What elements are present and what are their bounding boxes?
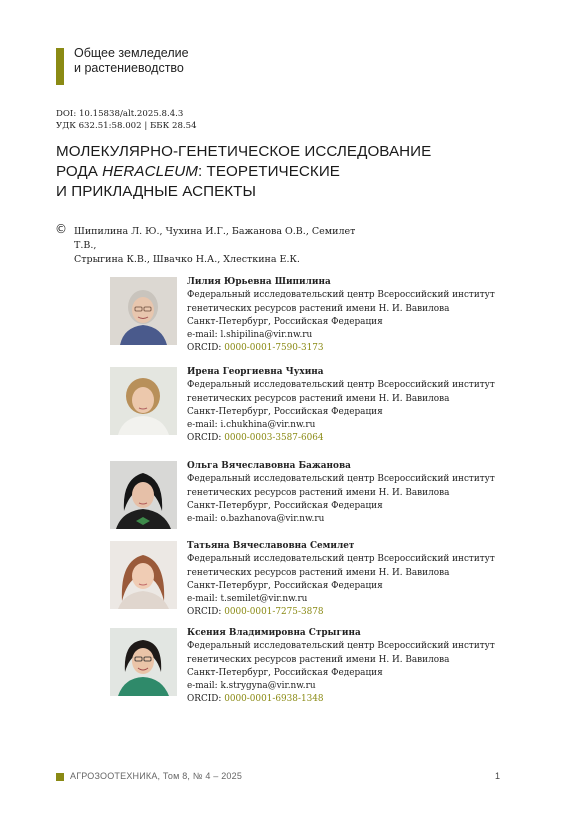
doi-link[interactable]: DOI: 10.15838/alt.2025.8.4.3	[56, 109, 184, 119]
author-photo	[110, 367, 177, 435]
author-name: Лилия Юрьевна Шипилина	[187, 277, 331, 287]
author-affiliation-line-2: генетических ресурсов растений имени Н. И. Вавилова	[187, 654, 450, 665]
orcid-label: ORCID:	[187, 433, 225, 444]
author-orcid	[187, 432, 495, 445]
author-affiliation-line-1: Федеральный исследовательский центр Всероссийский институт	[187, 474, 495, 485]
author-location: Санкт-Петербург, Российская Федерация	[187, 316, 383, 327]
author-card	[110, 276, 550, 354]
title-line-2-post: : ТЕОРЕТИЧЕСКИЕ	[197, 163, 340, 180]
title-line-2	[56, 162, 431, 182]
orcid-link[interactable]: 0000-0003-3587-6064	[224, 433, 324, 444]
author-location: Санкт-Петербург, Российская Федерация	[187, 580, 383, 591]
author-email[interactable]: e-mail: i.chukhina@vir.nw.ru	[187, 420, 316, 431]
author-card	[110, 366, 550, 444]
author-email[interactable]: e-mail: l.shipilina@vir.nw.ru	[187, 330, 313, 341]
section-heading	[74, 46, 189, 76]
author-name: Ксения Владимировна Стрыгина	[187, 628, 361, 638]
section-line-1: Общее земледелие	[74, 46, 189, 60]
author-list	[74, 225, 374, 267]
orcid-label: ORCID:	[187, 343, 225, 354]
author-card	[110, 540, 550, 618]
title-genus-italic: HERACLEUM	[102, 163, 198, 180]
article-title	[56, 142, 431, 202]
author-name: Ольга Вячеславовна Бажанова	[187, 461, 351, 471]
author-list-line-1: Шипилина Л. Ю., Чухина И.Г., Бажанова О.В., Семилет Т.В.,	[74, 226, 356, 251]
author-orcid	[187, 606, 495, 619]
author-location: Санкт-Петербург, Российская Федерация	[187, 406, 383, 417]
section-accent-bar	[56, 48, 64, 85]
footer-accent-square	[56, 773, 64, 781]
author-orcid	[187, 693, 495, 706]
author-affiliation-line-1: Федеральный исследовательский центр Всероссийский институт	[187, 554, 495, 565]
orcid-label: ORCID:	[187, 607, 225, 618]
author-affiliation-line-1: Федеральный исследовательский центр Всероссийский институт	[187, 641, 495, 652]
title-line-3: И ПРИКЛАДНЫЕ АСПЕКТЫ	[56, 183, 256, 200]
author-card	[110, 460, 550, 530]
article-meta	[56, 108, 197, 132]
author-info	[187, 540, 495, 620]
author-email[interactable]: e-mail: t.semilet@vir.nw.ru	[187, 594, 308, 605]
orcid-link[interactable]: 0000-0001-7275-3878	[224, 607, 324, 618]
author-location: Санкт-Петербург, Российская Федерация	[187, 500, 383, 511]
author-name: Татьяна Вячеславовна Семилет	[187, 541, 355, 551]
section-line-2: и растениеводство	[74, 61, 184, 75]
author-name: Ирена Георгиевна Чухина	[187, 367, 324, 377]
author-affiliation-line-1: Федеральный исследовательский центр Всероссийский институт	[187, 290, 495, 301]
journal-footer: АГРОЗООТЕХНИКА, Том 8, № 4 – 2025	[70, 771, 243, 781]
author-info	[187, 276, 495, 356]
author-email[interactable]: e-mail: o.bazhanova@vir.nw.ru	[187, 514, 325, 525]
author-email[interactable]: e-mail: k.strygyna@vir.nw.ru	[187, 681, 316, 692]
author-info	[187, 627, 495, 707]
author-photo	[110, 628, 177, 696]
author-affiliation-line-1: Федеральный исследовательский центр Всероссийский институт	[187, 380, 495, 391]
title-line-1: МОЛЕКУЛЯРНО-ГЕНЕТИЧЕСКОЕ ИССЛЕДОВАНИЕ	[56, 143, 432, 160]
udk-code: УДК 632.51:58.002 | ББК 28.54	[56, 121, 197, 131]
author-affiliation-line-2: генетических ресурсов растений имени Н. И. Вавилова	[187, 303, 450, 314]
copyright-icon: ©	[55, 222, 67, 236]
author-info	[187, 366, 495, 446]
orcid-link[interactable]: 0000-0001-7590-3173	[224, 343, 324, 354]
author-info	[187, 460, 495, 526]
author-photo	[110, 277, 177, 345]
page-number: 1	[494, 771, 500, 781]
orcid-link[interactable]: 0000-0001-6938-1348	[224, 694, 324, 705]
author-list-line-2: Стрыгина К.В., Швачко Н.А., Хлесткина Е.К.	[74, 254, 300, 265]
author-photo	[110, 541, 177, 609]
author-affiliation-line-2: генетических ресурсов растений имени Н. И. Вавилова	[187, 487, 450, 498]
author-orcid	[187, 342, 495, 355]
orcid-label: ORCID:	[187, 694, 225, 705]
author-affiliation-line-2: генетических ресурсов растений имени Н. И. Вавилова	[187, 393, 450, 404]
author-location: Санкт-Петербург, Российская Федерация	[187, 667, 383, 678]
title-line-2-pre: РОДА	[56, 163, 103, 180]
author-photo	[110, 461, 177, 529]
author-affiliation-line-2: генетических ресурсов растений имени Н. И. Вавилова	[187, 567, 450, 578]
author-card	[110, 627, 550, 705]
